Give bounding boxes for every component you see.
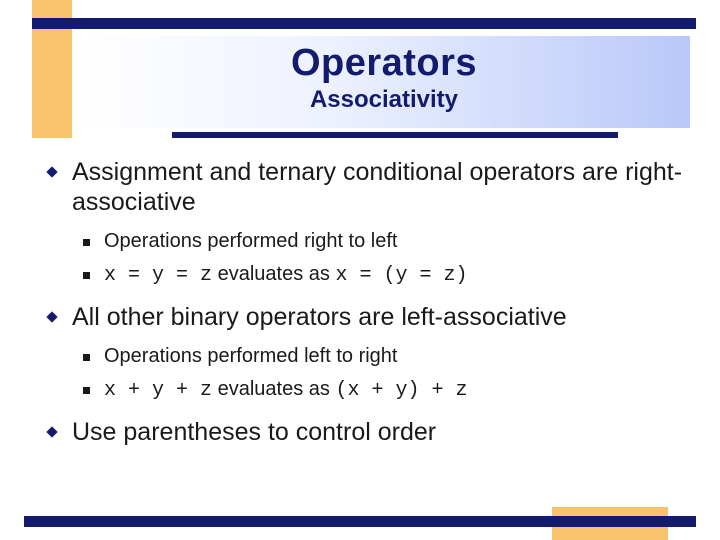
bullet-left-associative — [48, 302, 688, 332]
bullet-text: Assignment and ternary conditional operators are right-associative — [72, 158, 683, 216]
code-expression: (x + y) + z — [335, 379, 468, 402]
code-expression: x = y = z — [104, 264, 213, 287]
slide-content — [48, 157, 688, 455]
diamond-bullet-icon — [46, 426, 57, 437]
sub-bullet-example — [80, 258, 688, 292]
sub-bullet-example — [80, 373, 688, 407]
square-bullet-icon — [83, 272, 90, 279]
bullet-parentheses — [48, 417, 688, 447]
diamond-bullet-icon — [46, 166, 57, 177]
sub-bullet-list — [80, 225, 688, 292]
sub-bullet — [80, 225, 688, 258]
sub-bullet-text: Operations performed right to left — [104, 230, 398, 252]
bullet-text: All other binary operators are left-associative — [72, 303, 567, 331]
sub-bullet-list — [80, 340, 688, 407]
square-bullet-icon — [83, 239, 90, 246]
title-underline — [172, 132, 618, 138]
bullet-text: Use parentheses to control order — [72, 418, 437, 446]
diamond-bullet-icon — [46, 311, 57, 322]
code-expression: x = (y = z) — [335, 264, 468, 287]
sub-bullet-text: evaluates as — [212, 263, 336, 285]
sub-bullet — [80, 340, 688, 373]
slide-title: Operators — [290, 42, 478, 84]
square-bullet-icon — [83, 354, 90, 361]
code-expression: x + y + z — [104, 379, 213, 402]
square-bullet-icon — [83, 387, 90, 394]
decorative-navy-bar-top — [32, 18, 696, 29]
slide-subtitle: Associativity — [309, 86, 459, 113]
decorative-navy-bar-bottom — [24, 516, 696, 527]
sub-bullet-text: evaluates as — [212, 378, 336, 400]
bullet-right-associative — [48, 157, 688, 217]
sub-bullet-text: Operations performed left to right — [104, 345, 398, 367]
